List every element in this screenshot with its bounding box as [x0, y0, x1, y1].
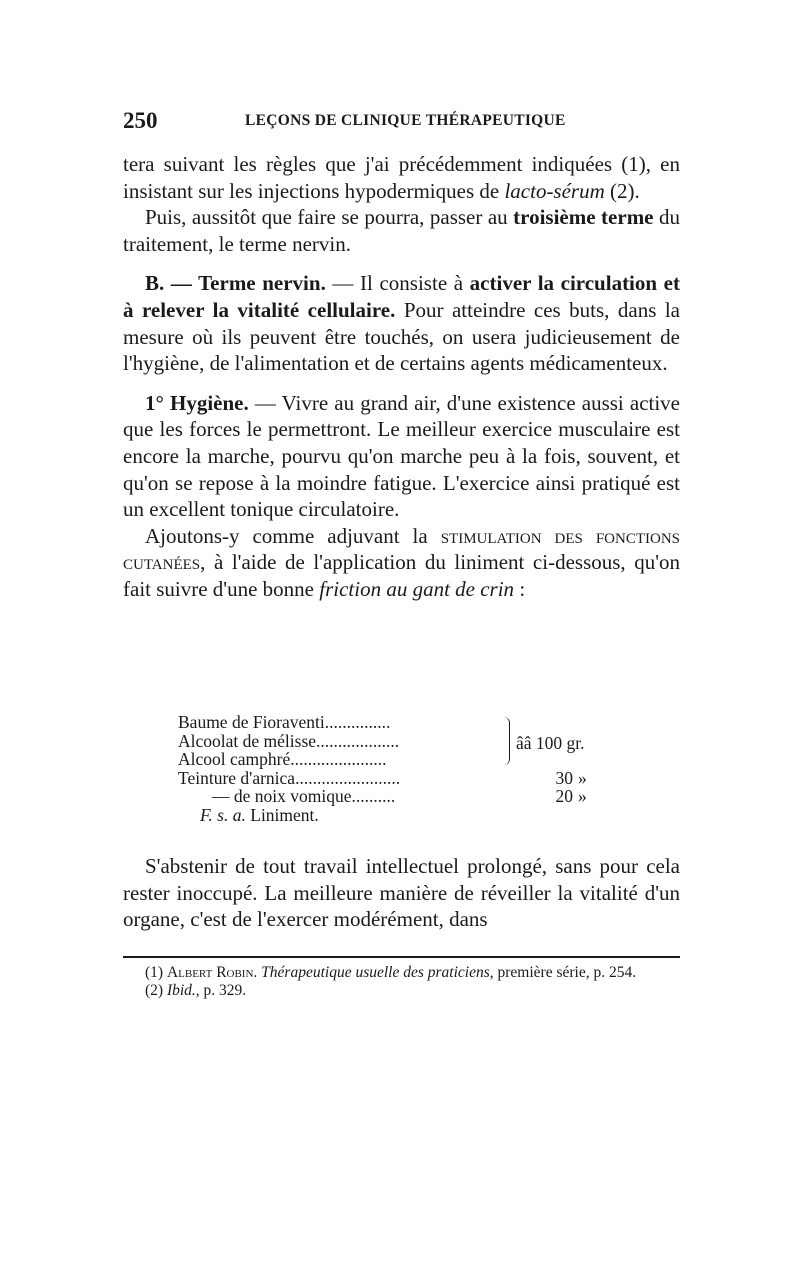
paragraph-stimulation: Ajoutons-y comme adjuvant la stimulation des fonctions cutanées, à l'aide de l'application du liniment ci-dessous, qu'on fait suivre d'une bonne friction au gant de crin : — [123, 523, 681, 601]
recipe-line: Teinture d'arnica........................ 30 » — [178, 767, 587, 788]
page-header — [123, 108, 680, 136]
liniment-recipe — [178, 713, 638, 825]
paragraph-hygiene: 1° Hygiène. — Vivre au grand air, d'une existence aussi active que les forces le permettront. Le meilleur exercice musculaire est encore la marche, pourvu qu'on marche peu à la fois, souvent, et qu'on se repose à la moindre fatigue. L'exercice ainsi pratiqué est un excellent tonique circulatoire. — [123, 390, 681, 522]
running-title: LEÇONS DE CLINIQUE THÉRAPEUTIQUE — [245, 112, 566, 129]
section-heading-b: B. — Terme nervin. — [145, 271, 326, 296]
body-text-lower — [123, 853, 680, 933]
recipe-line: Alcoolat de mélisse................... — [178, 730, 400, 751]
footnotes — [123, 964, 680, 999]
recipe-line: — de noix vomique.......... 20 » — [212, 786, 587, 807]
paragraph-continuation: tera suivant les règles que j'ai précédemment indiquées (1), en insistant sur les injections hypodermiques de lacto-sérum (2). — [123, 152, 680, 203]
footnote-divider — [123, 956, 680, 958]
footnote-1: (1) Albert Robin. Thérapeutique usuelle des praticiens, première série, p. 254. — [145, 964, 637, 981]
paragraph-abstenir: S'abstenir de tout travail intellectuel prolongé, sans pour cela rester inoccupé. La meilleure manière de réveiller la vitalité d'un organe, c'est de l'exercer modérément, dans — [123, 854, 680, 932]
page-number: 250 — [123, 108, 158, 133]
brace-icon — [503, 717, 510, 765]
paragraph-terme-nervin: B. — Terme nervin. — Il consiste à activer la circulation et à relever la vitalité cellulaire. Pour atteindre ces buts, dans la mesure où ils peuvent être touchés, on usera judicieusement de l'hygiène, de l'alimentation et de certains agents médicamenteux. — [123, 271, 680, 376]
recipe-line: Baume de Fioraventi............... — [178, 712, 391, 732]
paragraph-next-step: Puis, aussitôt que faire se pourra, passer au troisième terme du traitement, le terme nervin. — [123, 205, 681, 256]
recipe-line: Alcool camphré...................... — [178, 749, 387, 770]
recipe-formula: F. s. a. Liniment. — [200, 804, 319, 825]
section-heading-hygiene: 1° Hygiène. — [145, 390, 249, 415]
grouped-quantity: ââ 100 gr. — [516, 733, 585, 753]
lacto-serum-term: lacto-sérum — [504, 178, 605, 203]
body-text-upper — [123, 151, 680, 603]
footnote-2: (2) Ibid., p. 329. — [145, 981, 247, 999]
